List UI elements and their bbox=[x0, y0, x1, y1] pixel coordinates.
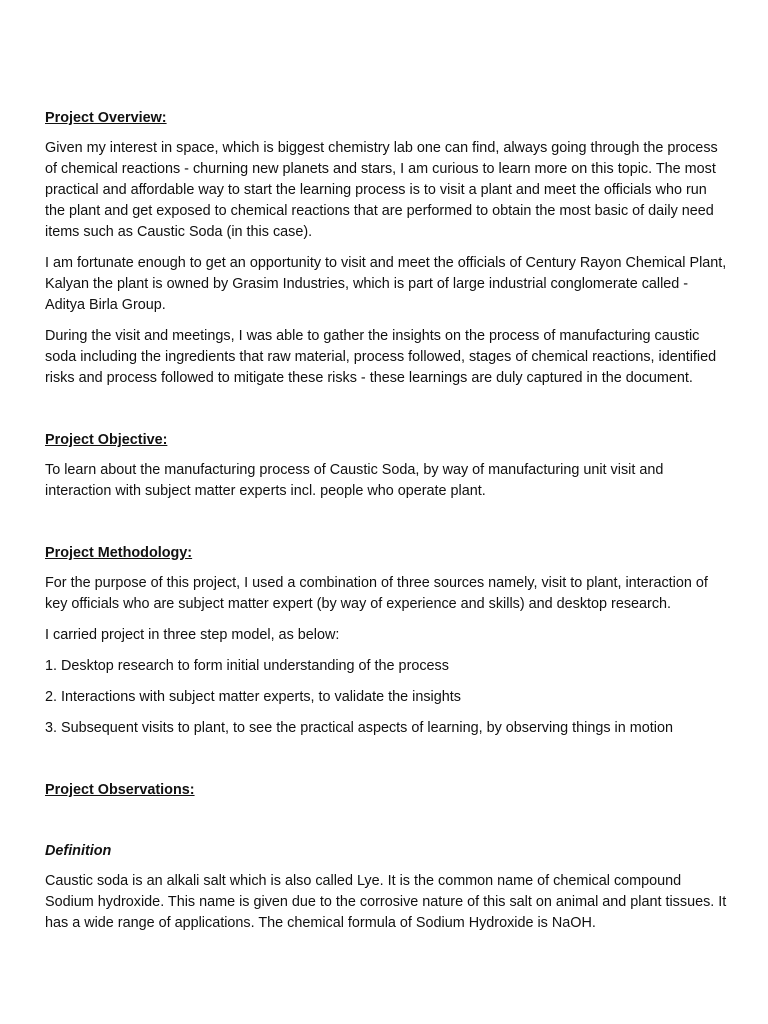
overview-paragraph: I am fortunate enough to get an opportunity to visit and meet the officials of Century Rayon Chemical Plant, Kalyan the plant is owned by Grasim Industries, which is part of large industrial conglomerate called - Aditya Birla Group. bbox=[45, 255, 727, 313]
overview-paragraph: Given my interest in space, which is biggest chemistry lab one can find, always going through the process of chemical reactions - churning new planets and stars, I am curious to learn more on this topic. The most practical and affordable way to start the learning process is to visit a plant and meet the officials who run the plant and get exposed to chemical reactions that are performed to obtain the most basic of daily need items such as Caustic Soda (in this case). bbox=[45, 140, 718, 240]
methodology-heading: Project Methodology: bbox=[45, 545, 193, 561]
methodology-paragraph: I carried project in three step model, as below: bbox=[45, 627, 340, 643]
methodology-step: 1. Desktop research to form initial understanding of the process bbox=[45, 658, 449, 674]
methodology-step: 3. Subsequent visits to plant, to see the practical aspects of learning, by observing things in motion bbox=[45, 720, 673, 736]
objective-section bbox=[45, 430, 730, 502]
overview-heading: Project Overview: bbox=[45, 110, 167, 126]
definition-heading: Definition bbox=[45, 843, 112, 859]
overview-paragraph: During the visit and meetings, I was able to gather the insights on the process of manufacturing caustic soda including the ingredients that raw material, process followed, stages of chemical reactions, identified risks and process followed to mitigate these risks - these learnings are duly captured in the document. bbox=[45, 328, 717, 386]
definition-paragraph: Caustic soda is an alkali salt which is also called Lye. It is the common name of chemical compound Sodium hydroxide. This name is given due to the corrosive nature of this salt on animal and plant tissues. It has a wide range of applications. The chemical formula of Sodium Hydroxide is NaOH. bbox=[45, 873, 727, 931]
document-page bbox=[45, 108, 730, 934]
overview-section bbox=[45, 108, 730, 389]
objective-paragraph: To learn about the manufacturing process of Caustic Soda, by way of manufacturing unit visit and interaction with subject matter experts incl. people who operate plant. bbox=[45, 462, 664, 499]
observations-section bbox=[45, 780, 730, 934]
observations-heading: Project Observations: bbox=[45, 782, 195, 798]
methodology-section bbox=[45, 543, 730, 739]
methodology-step: 2. Interactions with subject matter experts, to validate the insights bbox=[45, 689, 461, 705]
objective-heading: Project Objective: bbox=[45, 432, 168, 448]
methodology-paragraph: For the purpose of this project, I used a combination of three sources namely, visit to plant, interaction of key officials who are subject matter expert (by way of experience and skills) and desktop research. bbox=[45, 575, 708, 612]
